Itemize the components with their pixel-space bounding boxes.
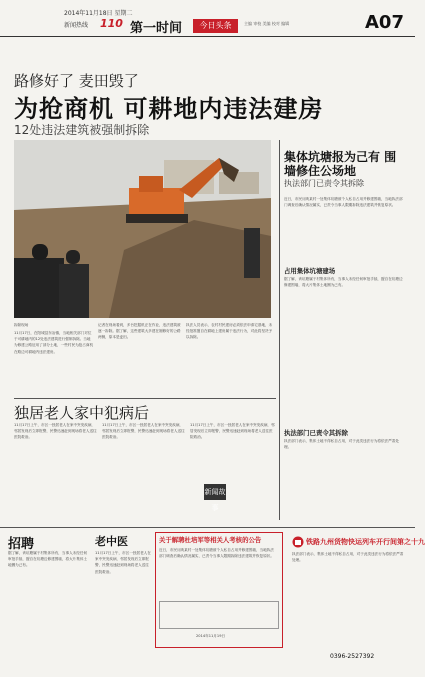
side-section-head: 占用集体坑塘建场 [284,267,336,275]
rail-title: 铁路九州货物快运列车开行间第之十九 [306,538,425,546]
lead-body-col1: 11月17日，在阳城县东冶镇，当地相关部门对位于可耕地内的12处违法建筑进行强制拆除。当地为修建公路征用了部分土地，一些村民为抢占商机在路边可耕地内违法建房。 [14,331,94,354]
recruit-body: 据了解，该坑塘属于村集体所有，当事人未经任何审批手续，擅自在坑塘边修建围墙，将大片集体土地圈为己有。 [8,551,88,568]
lead-deck: 12处违法建筑被强制拆除 [14,123,150,137]
column-rule [279,140,280,520]
side-headline: 集体坑塘报为己有 围墙修住公场地 [284,150,397,178]
side-section-head-2: 执法部门已责令其拆除 [284,429,348,437]
notice-body: 近日，市民反映某村一处集体坑塘被个人私自占用并修建围墙，当地执法部门调查后确认情况属实，已责令当事人限期拆除违法建筑并恢复原状。 [159,548,274,559]
notice-table [159,601,279,629]
doctor-body: 11月17日上午，市区一独居老人在家中突发疾病，邻居发现后立即报警，民警迅速赶到现场将老人送往医院救治。 [95,551,151,574]
rail-phone: 0396-2527392 [330,653,375,660]
section-title: 第一时间 [130,21,183,36]
hotline-label: 新闻热线 [64,22,89,29]
story-rule [14,398,276,399]
masthead [0,0,415,37]
side-body-2: 据了解，该坑塘属于村集体所有，当事人未经任何审批手续，擅自在坑塘边修建围墙，将大片集体土地圈为己有。 [284,277,403,288]
editor-info: 主编 审校 美编 校对 编辑 [244,21,290,26]
side-body-3: 执法部门表示，集体土地不得私自占用，对于此类违法行为将依法严肃处理。 [284,439,399,450]
lead-headline: 为抢商机 可耕地内违法建房 [14,95,324,123]
classifieds-rule [0,527,415,528]
story-body-col3: 11月17日上午，市区一独居老人在家中突发疾病，邻居发现后立即报警，民警迅速赶到现场将老人送往医院救治。 [190,423,275,440]
story-body-col1: 11月17日上午，市区一独居老人在家中突发疾病，邻居发现后立即报警，民警迅速赶到现场将老人送往医院救治。 [14,423,97,440]
photo-caption: 拆除现场 [14,323,29,327]
issue-date: 2014年11月18日 星期二 [64,10,133,17]
story-headline: 独居老人家中犯病后 [14,404,150,422]
lead-kicker: 路修好了 麦田毁了 [14,72,139,90]
excavator-scene [14,140,271,318]
lead-body-col2: 记者在现场看到，多台挖掘机正在作业，违法建筑被逐一拆除。据了解，这些建筑大多建在刚修好的公路两侧，原本是麦田。 [98,323,181,340]
lead-body-col3: 执法人员表示，农村村民建房必须依法申请宅基地，未经批准擅自在耕地上建房属于违法行为，对此将坚决予以拆除。 [186,323,273,340]
hotline-number: 110 [100,17,123,30]
railway-logo-icon [292,536,304,548]
rail-body: 执法部门表示，集体土地不得私自占用，对于此类违法行为将依法严肃处理。 [292,552,404,563]
demolition-photo [14,140,271,318]
side-subhead: 执法部门已责令其拆除 [284,179,364,188]
page-number: A07 [365,12,404,33]
doctor-heading: 老中医 [95,535,128,548]
newspaper-logo: 今日头条 [193,19,238,33]
story-body-col2: 11月17日上午，市区一独居老人在家中突发疾病，邻居发现后立即报警，民警迅速赶到现场将老人送往医院救治。 [102,423,185,440]
rail-ad [290,535,425,667]
story-label: 新闻故事 [204,484,226,500]
recruit-heading: 招聘 [8,537,35,552]
notice-title: 关于解聘杜培军等相关人考核的公告 [159,536,262,544]
side-body: 近日，市民反映某村一处集体坑塘被个人私自占用并修建围墙，当地执法部门调查后确认情况属实，已责令当事人限期拆除违法建筑并恢复原状。 [284,197,403,208]
notice-ad [155,532,283,648]
notice-date: 2014年11月19日 [196,634,226,638]
